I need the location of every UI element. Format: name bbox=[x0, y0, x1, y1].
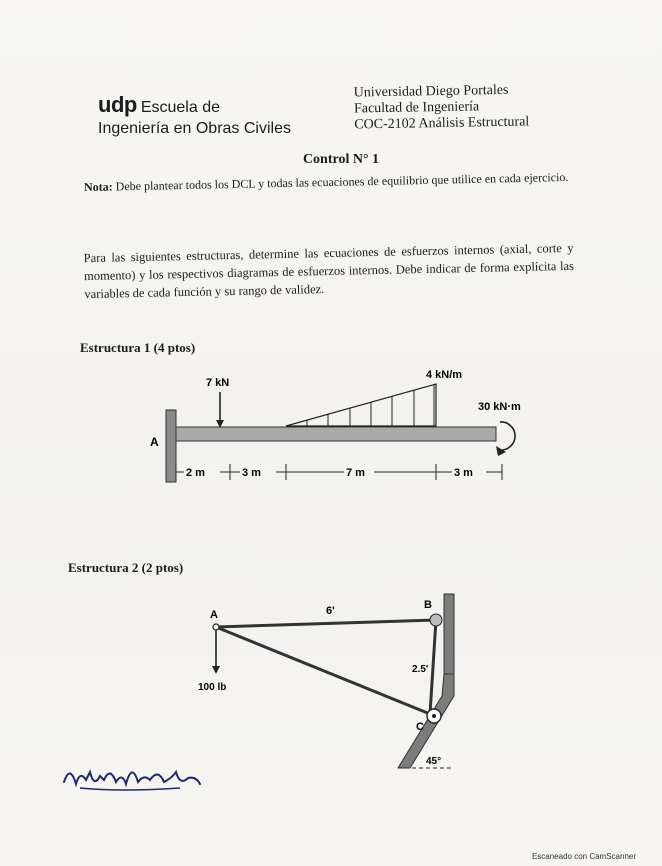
udp-logo: udp bbox=[98, 92, 137, 117]
structure2-diagram bbox=[190, 590, 480, 780]
inclined-wall bbox=[398, 674, 454, 768]
school-name-line1: Escuela de bbox=[140, 99, 220, 116]
support-label-a: A bbox=[150, 435, 159, 449]
course-name: COC-2102 Análisis Estructural bbox=[354, 114, 530, 133]
note-text: Debe plantear todos los DCL y todas las ecuaciones de equilibrio que utilice en cada ejercicio. bbox=[115, 169, 569, 194]
institution-block bbox=[354, 82, 530, 133]
structure1-diagram bbox=[140, 360, 550, 500]
beam bbox=[176, 427, 496, 441]
handwritten-signature bbox=[60, 758, 230, 798]
dim-vertical: 2.5' bbox=[412, 664, 429, 675]
load-label: 100 lb bbox=[198, 682, 227, 693]
dim-horizontal: 6' bbox=[326, 605, 335, 617]
faculty-name: Facultad de Ingeniería bbox=[353, 99, 480, 117]
moment-arc bbox=[500, 422, 515, 450]
structure2-title: Estructura 2 (2 ptos) bbox=[68, 560, 184, 575]
joint-a bbox=[213, 624, 219, 630]
label-c: C bbox=[416, 721, 424, 733]
structure1-title: Estructura 1 (4 ptos) bbox=[80, 340, 196, 355]
member-ac bbox=[216, 627, 430, 714]
point-load-label: 7 kN bbox=[206, 377, 230, 389]
dim-3m-right: 3 m bbox=[454, 467, 473, 479]
label-a: A bbox=[210, 609, 218, 621]
exam-title-row bbox=[0, 152, 662, 168]
school-logo-block bbox=[98, 92, 291, 138]
dim-7m: 7 m bbox=[346, 467, 365, 479]
note-label: Nota: bbox=[83, 179, 113, 195]
moment-arrowhead bbox=[496, 446, 506, 456]
load-arrowhead bbox=[212, 666, 220, 674]
fixed-support-wall bbox=[166, 410, 176, 482]
member-ab bbox=[216, 620, 436, 627]
instructions-paragraph: Para las siguientes estructuras, determine las ecuaciones de esfuerzos internos (axial, corte y momento) y los respectivos diagramas de esfuerzos internos. Debe indicar de forma explícita las variables de cada función y su rango de validez. bbox=[83, 240, 575, 302]
school-name-line2: Ingeniería en Obras Civiles bbox=[98, 120, 291, 137]
angle-label: 45° bbox=[426, 756, 442, 767]
university-name: Universidad Diego Portales bbox=[353, 82, 509, 101]
note-paragraph bbox=[84, 169, 574, 196]
scanner-footer: Escaneado con CamScanner bbox=[531, 852, 636, 861]
distributed-load-arrows bbox=[307, 385, 434, 426]
distributed-load-label: 4 kN/m bbox=[426, 369, 463, 381]
wall-b bbox=[444, 594, 454, 674]
label-b: B bbox=[424, 599, 432, 611]
moment-label: 30 kN·m bbox=[478, 401, 521, 413]
exam-title: Control N° 1 bbox=[302, 152, 380, 167]
member-bc bbox=[430, 620, 436, 714]
dim-2m: 2 m bbox=[186, 467, 205, 479]
pin-b bbox=[430, 614, 442, 626]
dim-3m-left: 3 m bbox=[242, 467, 261, 479]
